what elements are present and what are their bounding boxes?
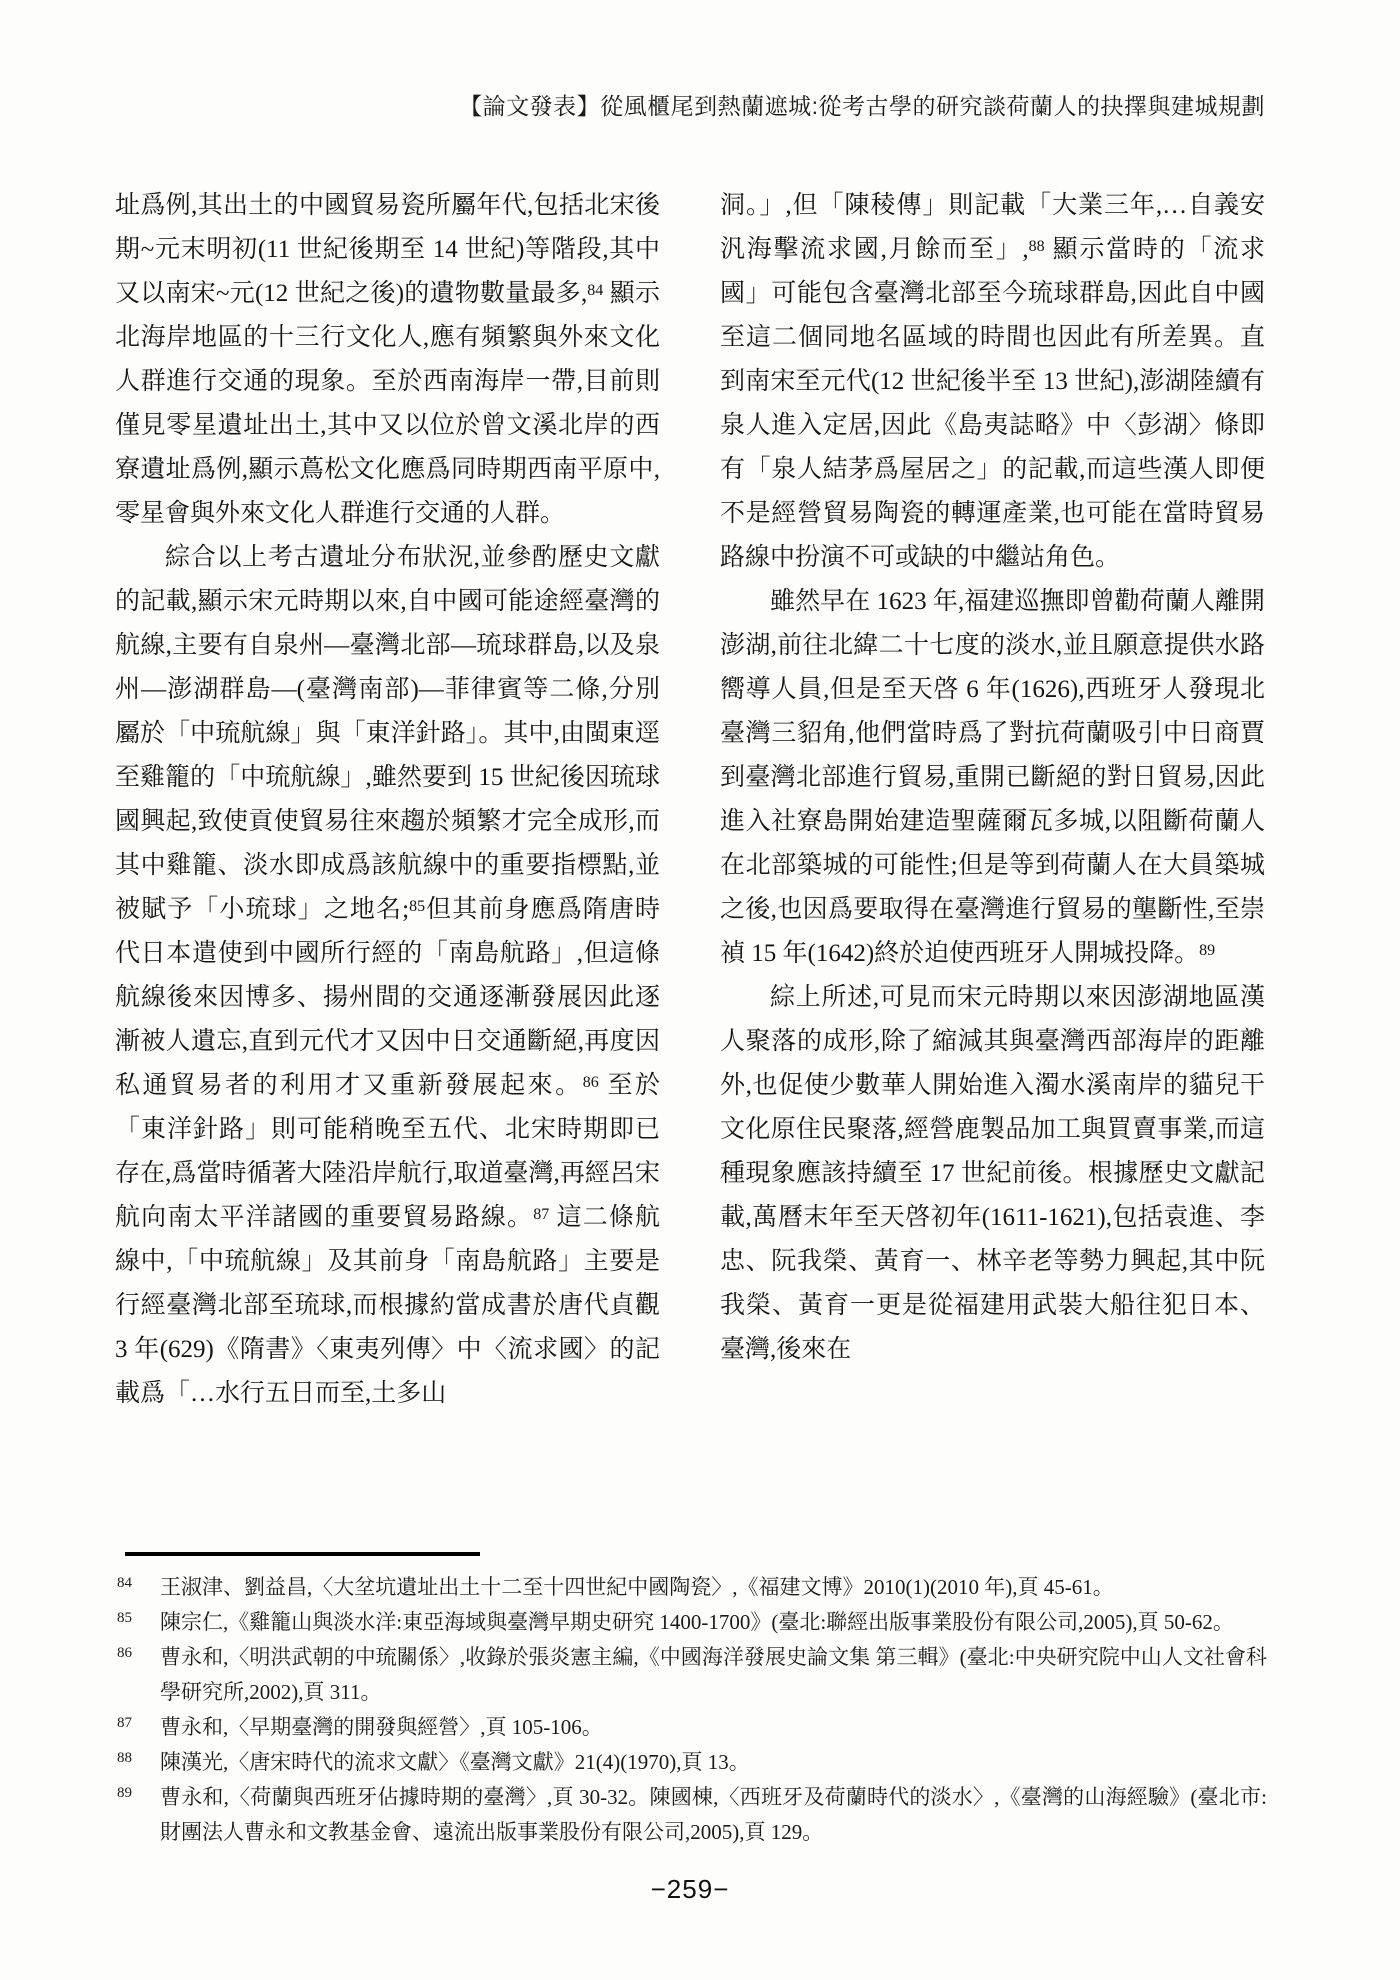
footnote-ref-85: 85: [409, 898, 426, 915]
footnote-item: [115, 1640, 1267, 1710]
paragraph: 址爲例,其出土的中國貿易瓷所屬年代,包括北宋後期~元末明初(11 世紀後期至 14 世紀)等階段,其中又以南宋~元(12 世紀之後)的遺物數量最多,$^{84}$ 顯示北海岸地區的十三行文化人,應有頻繁與外來文化人群進行交通的現象。至於西南海岸一帶,目前則僅見零星遺址出土,其中又以位於曾文溪北岸的西寮遺址爲例,顯示蔦松文化應爲同時期西南平原中,零星會與外來文化人群進行交通的人群。: [115, 192, 660, 527]
footnote-number: 88: [117, 1750, 132, 1766]
footnote-ref-86: 86: [582, 1074, 599, 1091]
text-column-left: [115, 184, 660, 1416]
running-header-title: 【論文發表】從風櫃尾到熱蘭遮城:從考古學的研究談荷蘭人的抉擇與建城規劃: [459, 93, 1265, 119]
two-column-text-block: [115, 184, 1265, 1416]
footnote-text: 曹永和,〈早期臺灣的開發與經營〉,頁 105-106。: [160, 1715, 603, 1739]
paragraph: 洞。」,但「陳稜傳」則記載「大業三年,…自義安汎海擊流求國,月餘而至」,$^{88}$ 顯示當時的「流求國」可能包含臺灣北部至今琉球群島,因此自中國至這二個同地名區域的時間也因此有所差異。直到南宋至元代(12 世紀後半至 13 世紀),澎湖陸續有泉人進入定居,因此《島夷誌略》中〈彭湖〉條即有「泉人結茅爲屋居之」的記載,而這些漢人即便不是經營貿易陶瓷的轉運產業,也可能在當時貿易路線中扮演不可或缺的中繼站角色。: [720, 192, 1265, 571]
footnote-item: [115, 1605, 1267, 1640]
page-number: −259−: [650, 1874, 730, 1904]
footnote-ref-88: 88: [1028, 238, 1045, 255]
footnote-number: 84: [117, 1575, 132, 1591]
footnote-item: [115, 1745, 1267, 1780]
footnote-number: 85: [117, 1610, 132, 1626]
footnote-number: 87: [117, 1715, 132, 1731]
footnote-text: 曹永和,〈荷蘭與西班牙佔據時期的臺灣〉,頁 30-32。陳國棟,〈西班牙及荷蘭時代的淡水〉,《臺灣的山海經驗》(臺北市:財團法人曹永和文教基金會、遠流出版事業股份有限公司,2005),頁 129。: [160, 1785, 1267, 1844]
footnote-ref-89: 89: [1199, 942, 1216, 959]
footnote-number: 89: [117, 1785, 132, 1801]
footnote-number: 86: [117, 1645, 132, 1661]
footnote-ref-84: 84: [587, 282, 604, 299]
footnote-text: 陳宗仁,《雞籠山與淡水洋:東亞海域與臺灣早期史研究 1400-1700》(臺北:聯經出版事業股份有限公司,2005),頁 50-62。: [160, 1610, 1234, 1634]
footnote-item: [115, 1710, 1267, 1745]
text-column-right: [720, 184, 1265, 1416]
footnote-item: [115, 1780, 1267, 1850]
paragraph: 綜上所述,可見而宋元時期以來因澎湖地區漢人聚落的成形,除了縮減其與臺灣西部海岸的距離外,也促使少數華人開始進入濁水溪南岸的貓兒干文化原住民聚落,經營鹿製品加工與買賣事業,而這種現象應該持續至 17 世紀前後。根據歷史文獻記載,萬曆末年至天啓初年(1611-1621),包括袁進、李忠、阮我榮、黃育一、林辛老等勢力興起,其中阮我榮、黃育一更是從福建用武裝大船往犯日本、臺灣,後來在: [720, 984, 1265, 1363]
footnote-separator-rule: [125, 1552, 480, 1556]
paragraph: 綜合以上考古遺址分布狀況,並參酌歷史文獻的記載,顯示宋元時期以來,自中國可能途經臺灣的航線,主要有自泉州—臺灣北部—琉球群島,以及泉州—澎湖群島—(臺灣南部)—菲律賓等二條,分別屬於「中琉航線」與「東洋針路」。其中,由閩東逕至雞籠的「中琉航線」,雖然要到 15 世紀後因琉球國興起,致使貢使貿易往來趨於頻繁才完全成形,而其中雞籠、淡水即成爲該航線中的重要指標點,並被賦予「小琉球」之地名;$^{85}$但其前身應爲隋唐時代日本遣使到中國所行經的「南島航路」,但這條航線後來因博多、揚州間的交通逐漸發展因此逐漸被人遺忘,直到元代才又因中日交通斷絕,再度因私通貿易者的利用才又重新發展起來。$^{86}$ 至於「東洋針路」則可能稍晚至五代、北宋時期即已存在,爲當時循著大陸沿岸航行,取道臺灣,再經呂宋航向南太平洋諸國的重要貿易路線。$^{87}$ 這二條航線中,「中琉航線」及其前身「南島航路」主要是行經臺灣北部至琉球,而根據約當成書於唐代貞觀 3 年(629)《隋書》〈東夷列傳〉中〈流求國〉的記載爲「…水行五日而至,土多山: [115, 544, 660, 1407]
footnote-ref-87: 87: [533, 1206, 550, 1223]
footnote-item: [115, 1570, 1267, 1605]
footnotes-section: [115, 1570, 1267, 1850]
footnote-text: 王淑津、劉益昌,〈大坌坑遺址出土十二至十四世紀中國陶瓷〉,《福建文博》2010(1)(2010 年),頁 45-61。: [160, 1575, 1114, 1599]
footnote-text: 陳漢光,〈唐宋時代的流求文獻〉《臺灣文獻》21(4)(1970),頁 13。: [160, 1750, 750, 1774]
paragraph: 雖然早在 1623 年,福建巡撫即曾勸荷蘭人離開澎湖,前往北緯二十七度的淡水,並且願意提供水路嚮導人員,但是至天啓 6 年(1626),西班牙人發現北臺灣三貂角,他們當時爲了對抗荷蘭吸引中日商賈到臺灣北部進行貿易,重開已斷絕的對日貿易,因此進入社寮島開始建造聖薩爾瓦多城,以阻斷荷蘭人在北部築城的可能性;但是等到荷蘭人在大員築城之後,也因爲要取得在臺灣進行貿易的壟斷性,至崇禎 15 年(1642)終於迫使西班牙人開城投降。$^{89}$: [720, 588, 1265, 967]
footnote-text: 曹永和,〈明洪武朝的中琉關係〉,收錄於張炎憲主編,《中國海洋發展史論文集 第三輯》(臺北:中央研究院中山人文社會科學研究所,2002),頁 311。: [160, 1645, 1267, 1704]
